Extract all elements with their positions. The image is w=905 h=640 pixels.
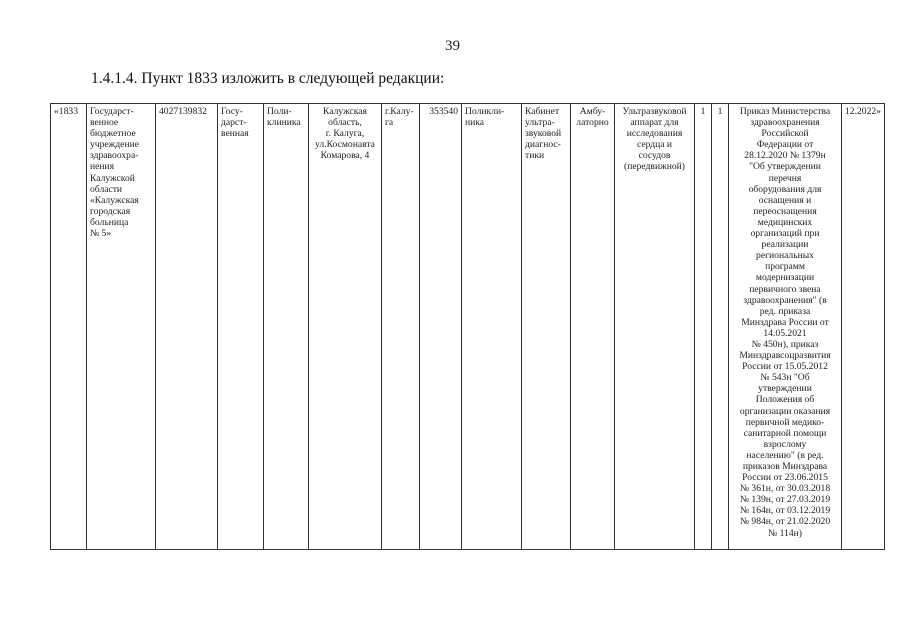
date-cell: 12.2022» [842,104,885,550]
ownership-cell: Госу- дарст- венная [218,104,264,550]
address-cell: Калужская область, г. Калуга, ул.Космонавта Комарова, 4 [309,104,382,550]
room-cell: Кабинет ультра- звуковой диагнос- тики [522,104,571,550]
equipment-cell: Ультразвуковой аппарат для исследования сердца и сосудов (передвижной) [615,104,695,550]
section-heading: 1.4.1.4. Пункт 1833 изложить в следующей редакции: [91,70,445,87]
equipment-table [50,103,885,550]
table-row [51,104,885,550]
facility-type-cell: Поли- клиника [264,104,309,550]
page-number: 39 [445,38,460,54]
item-number-cell: «1833 [51,104,87,550]
unit-cell: Поликли- ника [462,104,522,550]
quantity-cell: 1 [695,104,712,550]
locality-cell: г.Калу- га [382,104,420,550]
quantity-cell-2: 1 [712,104,729,550]
care-form-cell: Амбу- латорно [571,104,615,550]
legal-basis-cell: Приказ Министерства здравоохранения Российской Федерации от 28.12.2020 № 1379н "Об утверждении перечня оборудования для оснащения и переоснащения медицинских организаций при реализации региональных программ модернизации первичного звена здравоохранения" (в ред. приказа Минздрава России от 14.05.2021 № 450н), приказ Минздравсоцразвития России от 15.05.2012 № 543н "Об утверждении Положения об организации оказания первичной медико- санитарной помощи взрослому населению" (в ред. приказов Минздрава России от 23.06.2015 № 361н, от 30.03.2018 № 139н, от 27.03.2019 № 164н, от 03.12.2019 № 984н, от 21.02.2020 № 114н) [729,104,842,550]
inn-cell: 4027139832 [156,104,218,550]
code-cell: 353540 [420,104,462,550]
institution-cell: Государст- венное бюджетное учреждение здравоохра- нения Калужской области «Калужская городская больница № 5» [87,104,156,550]
